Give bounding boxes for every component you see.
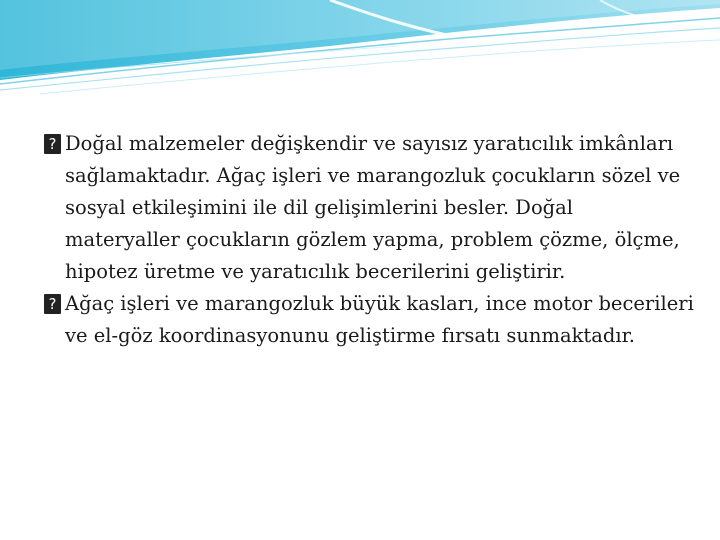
bullet-text: Ağaç işleri ve marangozluk büyük kasları, ince motor becerileri ve el-göz koordinasyonunu geliştirme fırsatı sunmaktadır. xyxy=(65,292,694,347)
bullet-marker-icon: ? xyxy=(44,134,61,154)
bullet-marker-icon: ? xyxy=(44,294,61,314)
bullet-item xyxy=(44,128,694,288)
bullet-text: Doğal malzemeler değişkendir ve sayısız yaratıcılık imkânları sağlamaktadır. Ağaç işleri ve marangozluk çocukların sözel ve sosyal etkileşimini ile dil gelişimlerini besler. Doğal materyaller çocukların gözlem yapma, problem çözme, ölçme, hipotez üretme ve yaratıcılık becerilerini geliştirir. xyxy=(65,132,681,283)
header-wave-decoration xyxy=(0,0,720,110)
slide-body xyxy=(44,128,694,352)
bullet-item xyxy=(44,288,694,352)
